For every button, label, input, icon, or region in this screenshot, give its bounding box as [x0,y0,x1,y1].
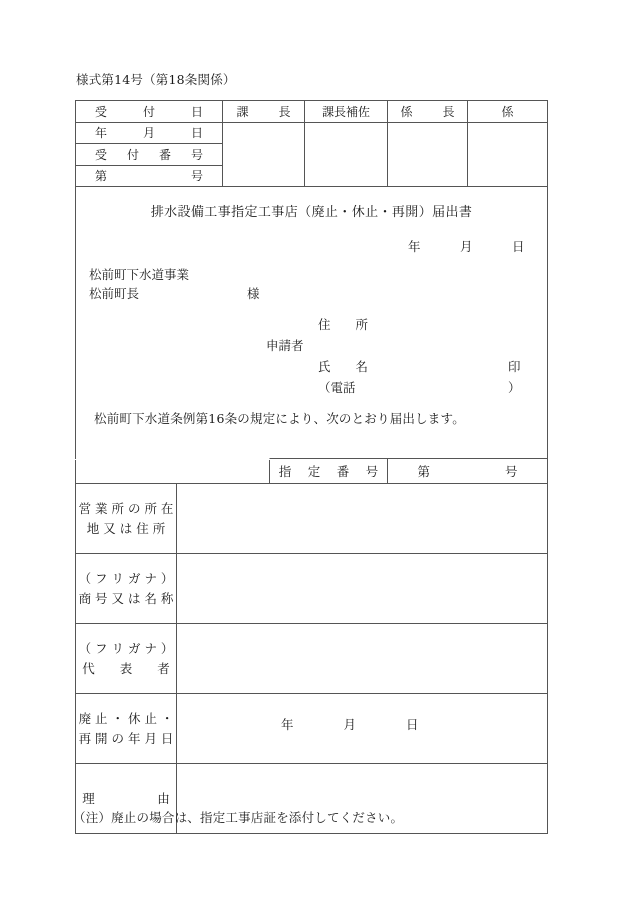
table-row [76,483,547,553]
row-value-effective-date[interactable] [177,694,547,763]
row-label-office-address [76,484,177,553]
receipt-number-field[interactable]: 第 号 [94,169,207,184]
addressee-block [89,265,260,303]
receipt-date-header: 受 付 日 [76,101,222,123]
row-label-representative [76,624,177,693]
approval-seal-area-kakari[interactable] [468,123,547,186]
row-value-representative[interactable] [177,624,547,693]
approval-header-kacho: 課 長 [223,101,304,123]
table-row [76,623,547,693]
applicant-tag: 申請者 [266,338,304,353]
applicant-name-row [266,356,546,377]
addressee-honorific: 様 [247,286,260,301]
footer-note: （注）廃止の場合は、指定工事店証を添付してください。 [73,810,404,825]
applicant-name-label: 氏 名 [318,359,369,374]
applicant-phone-label[interactable]: （電話 [318,380,356,395]
approval-column-kachohosa [305,101,388,186]
applicant-address-label: 住 所 [318,317,369,332]
form-number: 様式第14号（第18条関係） [76,72,236,87]
row-label-line2: 代 表 者 [82,660,170,676]
applicant-phone-row [266,377,546,398]
addressee-title: 松前町長 [89,286,140,301]
addressee-title-row [89,284,260,303]
row-label-effective-date [76,694,177,763]
receipt-date-field[interactable]: 年 月 日 [76,123,222,145]
approval-column-kacho [223,101,305,186]
declaration-block [76,186,547,458]
effective-date-field[interactable]: 年 月 日 [281,717,419,732]
table-row [76,553,547,623]
row-label-line1: 理 由 [82,790,170,806]
row-value-office-address[interactable] [177,484,547,553]
approval-seal-area-kacho[interactable] [223,123,304,186]
row-label-trade-name [76,554,177,623]
row-label-line2: 商 号 又 は 名 称 [78,590,174,606]
receipt-stamp-block [76,101,547,186]
approval-seal-area-kachohosa[interactable] [305,123,387,186]
receipt-left-column [76,101,223,186]
row-label-line2: 地 又 は 住 所 [86,520,166,536]
designation-number-row [76,458,547,483]
designation-number-label: 指 定 番 号 [270,459,388,483]
row-label-line1: 営 業 所 の 所 在 [78,500,174,516]
approval-column-kakaricho [388,101,468,186]
approval-column-kakari [468,101,547,186]
designation-number-value[interactable]: 第 号 [417,464,518,479]
table-row [76,693,547,763]
row-label-line1: （ フ リ ガ ナ ） [78,640,174,656]
form-table [75,100,548,834]
row-label-line2: 再 開 の 年 月 日 [78,730,174,746]
approval-header-kakari: 係 [468,101,547,123]
submission-date-line[interactable]: 年 月 日 [407,239,525,254]
applicant-phone-close-paren: ） [508,380,521,395]
addressee-org: 松前町下水道事業 [89,267,190,282]
approval-seal-area-kakaricho[interactable] [388,123,467,186]
seal-mark-icon: 印 [508,359,521,374]
row-label-line1: （ フ リ ガ ナ ） [78,570,174,586]
receipt-number-header: 受 付 番 号 [76,144,222,166]
designation-spacer [76,458,270,483]
applicant-tag-row [266,335,546,356]
approval-columns [223,101,547,186]
statement-text: 松前町下水道条例第16条の規定により、次のとおり届出します。 [94,411,465,426]
document-title: 排水設備工事指定工事店（廃止・休止・再開）届出書 [150,205,473,220]
applicant-block [266,314,546,398]
applicant-address-row [266,314,546,335]
row-label-line1: 廃 止 ・ 休 止 ・ [78,710,174,726]
row-value-trade-name[interactable] [177,554,547,623]
approval-header-kachohosa: 課長補佐 [305,101,387,123]
approval-header-kakaricho: 係 長 [388,101,467,123]
